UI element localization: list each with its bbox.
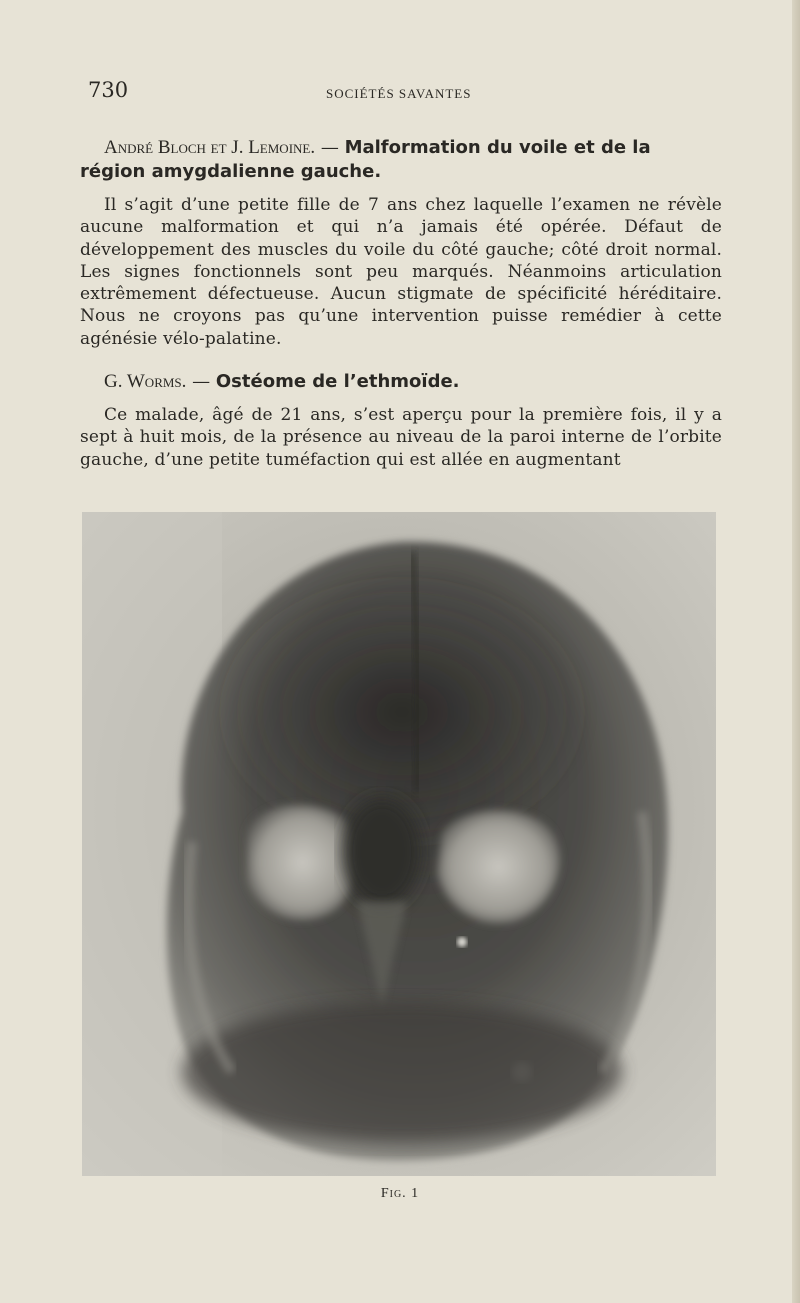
article-worms bbox=[80, 370, 722, 471]
article-heading bbox=[80, 136, 722, 184]
figure-caption: Fig. 1 bbox=[380, 1186, 420, 1201]
page-edge bbox=[792, 0, 800, 1303]
heading-separator: — bbox=[315, 137, 345, 158]
article-body: Il s’agit d’une petite fille de 7 ans chez laquelle l’examen ne révèle aucune malformation et qui n’a jamais été opérée. Défaut de développement des muscles du voile du côté gauche; côté droit normal. Les signes fonctionnels sont peu marqués. Néanmoins articulation extrêmement défectueuse. Aucun stigmate de spécificité héréditaire. Nous ne croyons pas qu’une intervention puisse remédier à cette agénésie vélo-palatine. bbox=[80, 195, 722, 349]
page-number: 730 bbox=[88, 78, 129, 102]
article-title: Malformation du voile et de la région amygdalienne gauche. bbox=[80, 137, 651, 182]
article-bloch-lemoine bbox=[80, 136, 722, 350]
article-heading bbox=[80, 370, 722, 394]
article-authors: G. Worms. bbox=[104, 371, 187, 392]
running-head: SOCIÉTÉS SAVANTES bbox=[326, 86, 472, 101]
article-title: Ostéome de l’ethmoïde. bbox=[215, 371, 460, 392]
page-header bbox=[88, 78, 718, 108]
skull-xray-image bbox=[82, 512, 716, 1176]
heading-separator: — bbox=[186, 371, 216, 392]
article-authors: André Bloch et J. Lemoine. bbox=[104, 137, 316, 158]
figure-xray bbox=[82, 512, 716, 1176]
article-body: Ce malade, âgé de 21 ans, s’est aperçu pour la première fois, il y a sept à huit mois, de la présence au niveau de la paroi interne de l’orbite gauche, d’une petite tuméfaction qui est allée en augmentant bbox=[80, 405, 722, 470]
